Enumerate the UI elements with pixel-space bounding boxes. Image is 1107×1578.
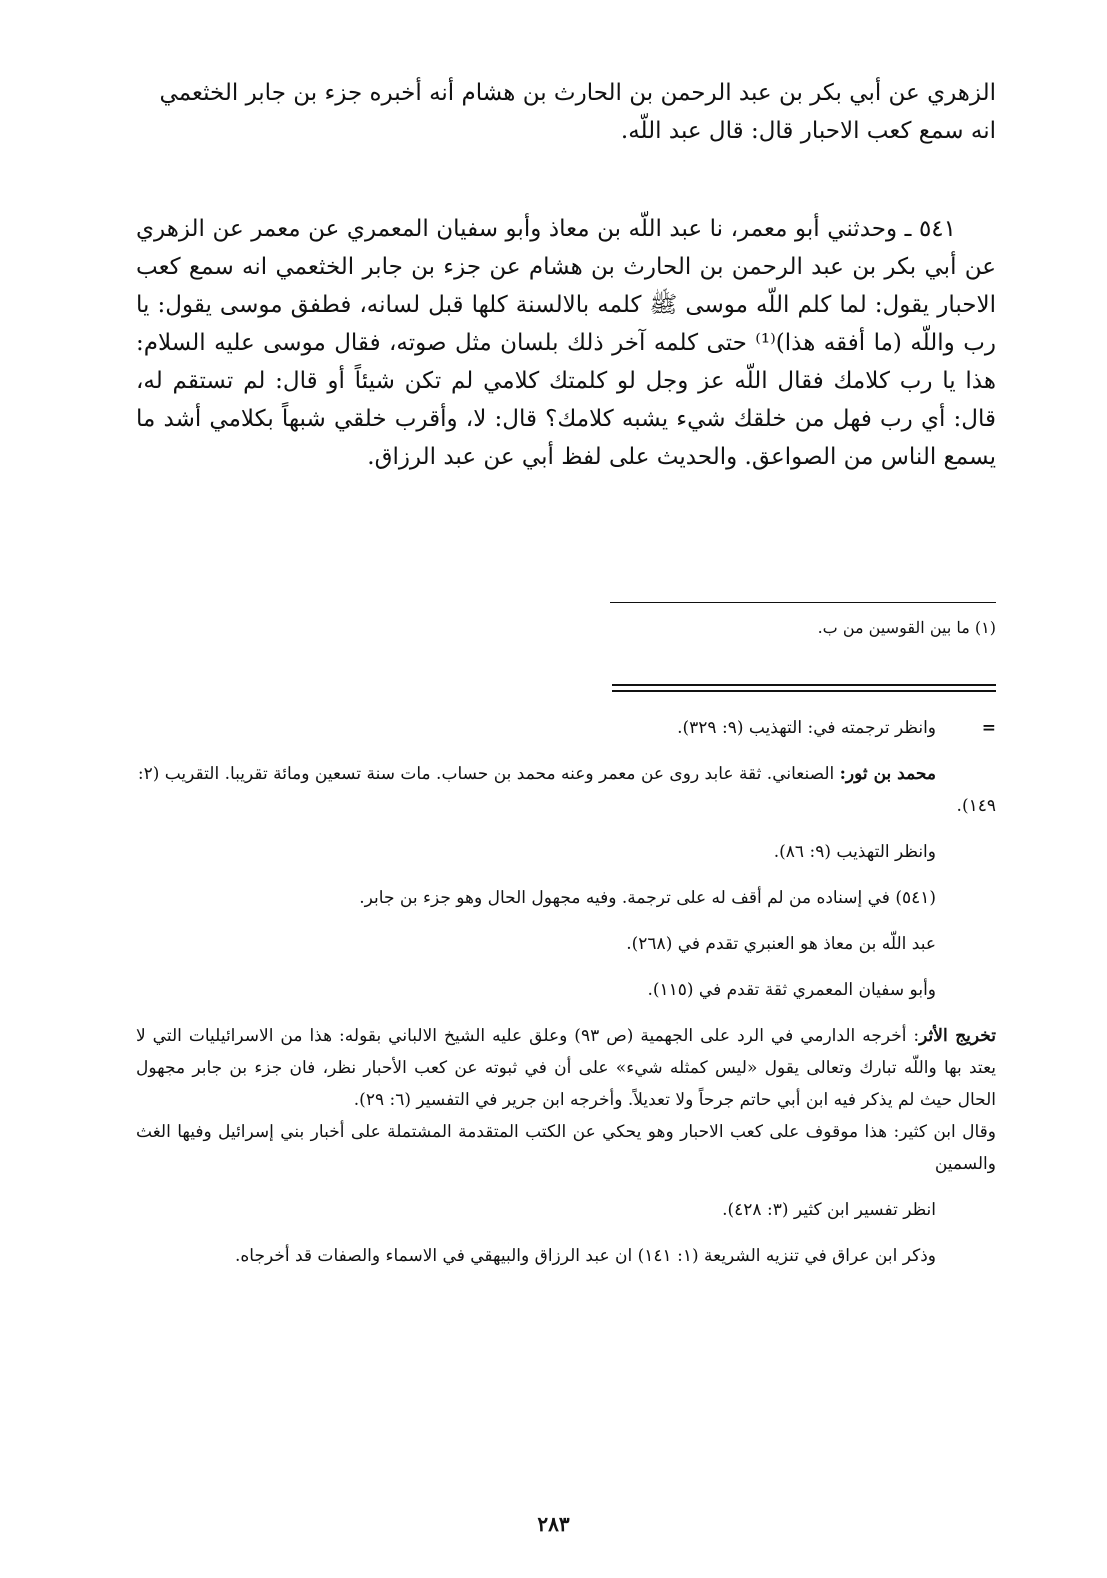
- paragraph-1-line-2: انه سمع كعب الاحبار قال: قال عبد اللّه.: [620, 118, 996, 144]
- note-tafsir-ibn-kathir: انظر تفسير ابن كثير (٣: ٤٢٨).: [722, 1200, 936, 1220]
- note-takhrij: تخريج الأثر: أخرجه الدارمي في الرد على الجهمية (ص ٩٣) وعلق عليه الشيخ الالباني بقوله: هذا من الاسرائيليات التي لا يعتد بها واللّه تبارك وتعالى يقول «ليس كمثله شيء» على أن في ثبوته عن كعب الأحبار نظر، فان جزء بن جابر مجهول الحال حيث لم يذكر فيه ابن أبي حاتم جرحاً ولا تعديلاً. وأخرجه ابن جرير في التفسير (٦: ٢٩).: [136, 1026, 996, 1110]
- page-number: ٢٨٣: [537, 1512, 570, 1536]
- footnote-separator: [610, 602, 996, 603]
- note-abu-sufyan: وأبو سفيان المعمري ثقة تقدم في (١١٥).: [647, 980, 936, 1000]
- note-abdullah-ibn-muadh: عبد اللّه بن معاذ هو العنبري تقدم في (٢٦٨).: [626, 934, 936, 954]
- note-muhammad-ibn-thawr: محمد بن ثور: الصنعاني. ثقة عابد روى عن معمر وعنه محمد بن حساب. مات سنة تسعين ومائة تقريبا. التقريب (٢: ١٤٩).: [137, 764, 996, 816]
- main-text-block-2: [136, 210, 996, 476]
- main-text-block-1: [136, 74, 996, 150]
- commentary-notes: [136, 712, 996, 1272]
- note-ibn-iraq: وذكر ابن عراق في تنزيه الشريعة (١: ١٤١) ان عبد الرزاق والبيهقي في الاسماء والصفات قد أخرجاه.: [234, 1246, 936, 1266]
- note-tahdhib-86: وانظر التهذيب (٩: ٨٦).: [773, 842, 936, 862]
- note-541-isnad: (٥٤١) في إسناده من لم أقف له على ترجمة. وفيه مجهول الحال وهو جزء بن جابر.: [359, 888, 936, 908]
- paragraph-1-line-1: الزهري عن أبي بكر بن عبد الرحمن بن الحارث بن هشام أنه أخبره جزء بن جابر الخثعمي: [159, 80, 996, 106]
- notes-rule-bottom: [612, 690, 996, 692]
- note-ibn-kathir-quote: وقال ابن كثير: هذا موقوف على كعب الاحبار وهو يحكي عن الكتب المتقدمة المشتملة على أخبار بني إسرائيل وفيها الغث والسمين: [136, 1122, 996, 1174]
- paragraph-541: ٥٤١ ـ وحدثني أبو معمر، نا عبد اللّه بن معاذ وأبو سفيان المعمري عن معمر عن الزهري عن أبي بكر بن عبد الرحمن بن الحارث بن هشام عن جزء بن جابر الخثعمي انه سمع كعب الاحبار يقول: لما كلم اللّه موسى ﷺ كلمه بالالسنة كلها قبل لسانه، فطفق موسى يقول: يا رب واللّه (ما أفقه هذا)⁽¹⁾ حتى كلمه آخر ذلك بلسان مثل صوته، فقال موسى عليه السلام: هذا يا رب كلامك فقال اللّه عز وجل لو كلمتك كلامي لم تكن شيئاً أو قال: لم تستقم له، قال: أي رب فهل من خلقك شيء يشبه كلامك؟ قال: لا، وأقرب خلقي شبهاً بكلامي أشد ما يسمع الناس من الصواعق. والحديث على لفظ أبي عن عبد الرزاق.: [136, 216, 996, 470]
- continuation-marker: =: [981, 718, 996, 738]
- notes-rule-top: [612, 684, 996, 686]
- footnote-1: (١) ما بين القوسين من ب.: [817, 618, 996, 637]
- note-tahdhib-329: = وانظر ترجمته في: التهذيب (٩: ٣٢٩).: [136, 712, 996, 744]
